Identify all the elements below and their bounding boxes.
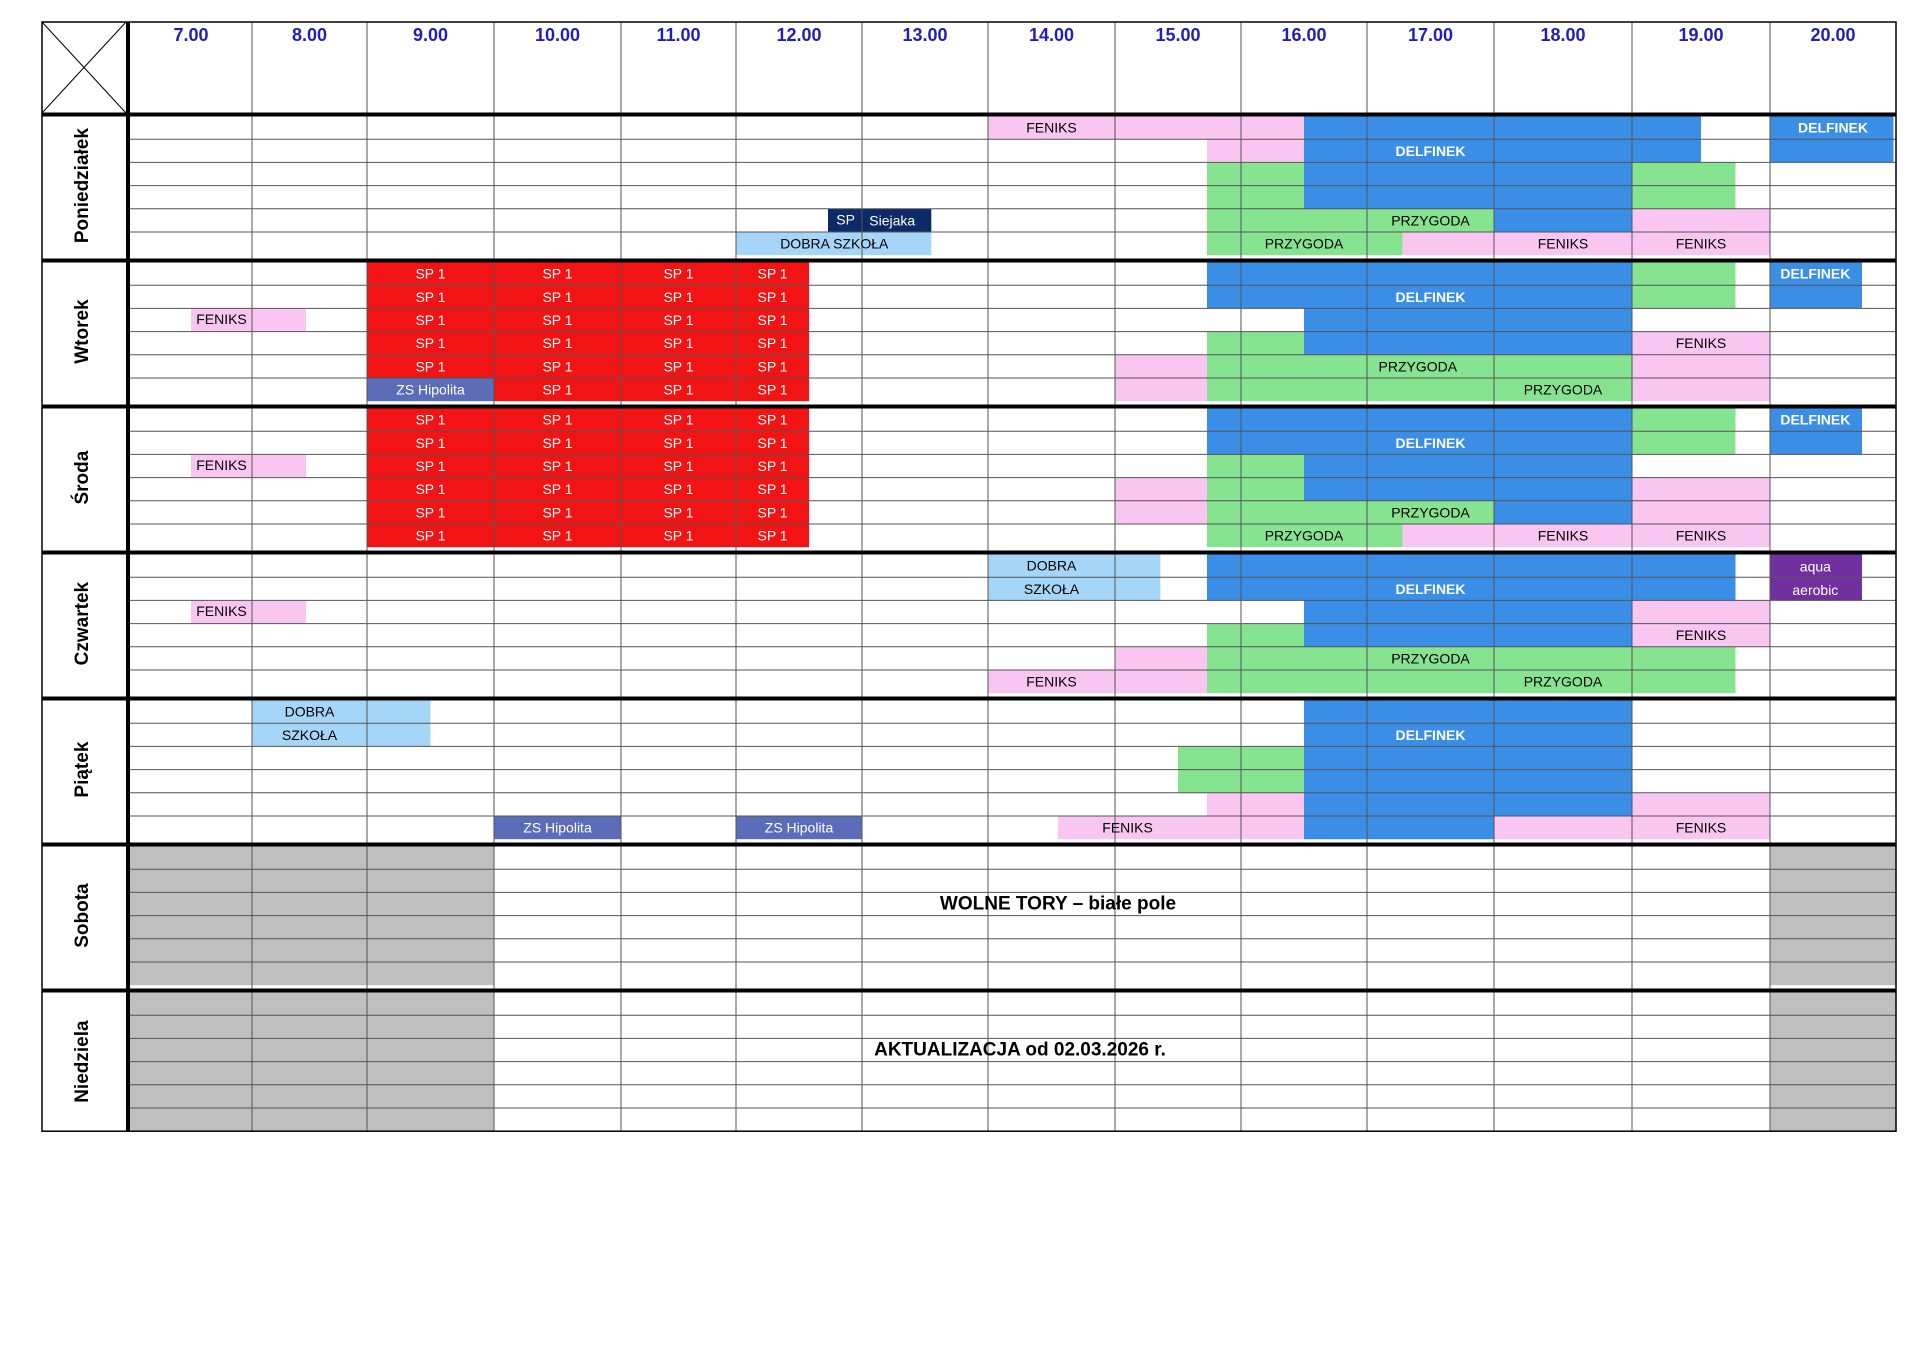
przygoda-label: PRZYGODA: [1523, 381, 1603, 398]
przygoda-block: [1207, 454, 1304, 477]
delfinek-block: [1494, 209, 1632, 232]
delfinek-block: [1304, 454, 1632, 477]
sp-small-label: SP: [836, 211, 855, 228]
sp1-label: SP 1: [663, 481, 694, 498]
przygoda-block: [1207, 186, 1304, 209]
sp1-label: SP 1: [415, 312, 446, 328]
sp1-label: SP 1: [415, 527, 446, 544]
feniks-label: FENIKS: [1026, 673, 1077, 690]
feniks-block: [1632, 355, 1770, 378]
time-header-label: 16.00: [1281, 25, 1327, 45]
sp1-label: SP 1: [415, 458, 446, 474]
przygoda-label: PRZYGODA: [1391, 504, 1470, 521]
delfinek-block: [1494, 501, 1632, 524]
przygoda-block: [1632, 186, 1736, 209]
przygoda-label: PRZYGODA: [1264, 527, 1344, 544]
delfinek-block: [1304, 746, 1632, 769]
sp1-label: SP 1: [757, 358, 788, 375]
sp1-label: SP 1: [415, 481, 446, 498]
feniks-label: FENIKS: [1675, 235, 1727, 252]
feniks-block: [1632, 600, 1770, 623]
przygoda-label: PRZYGODA: [1391, 212, 1470, 229]
feniks-block: [1115, 378, 1207, 401]
delfinek-label: DELFINEK: [1395, 288, 1466, 305]
delfinek-block: [1207, 408, 1632, 431]
feniks-label: FENIKS: [196, 602, 247, 619]
przygoda-block: [1207, 478, 1304, 501]
delfinek-block: [1304, 332, 1632, 355]
sp1-label: SP 1: [663, 504, 694, 521]
przygoda-block: [1632, 408, 1736, 431]
przygoda-label: PRZYGODA: [1378, 358, 1458, 375]
delfinek-block: [1304, 700, 1632, 723]
delfinek-block: [1207, 262, 1632, 285]
time-header-label: 14.00: [1028, 25, 1075, 45]
delfinek-label: DELFINEK: [1798, 119, 1868, 136]
delfinek-block: [1207, 577, 1736, 600]
sp1-label: SP 1: [663, 312, 694, 328]
feniks-block: [1207, 139, 1304, 162]
feniks-label: FENIKS: [196, 456, 247, 473]
time-header: [173, 25, 1855, 45]
dobra-label: DOBRA: [1026, 557, 1077, 574]
feniks-block: [1115, 647, 1207, 670]
sp1-label: SP 1: [542, 381, 573, 398]
time-header-label: 12.00: [776, 25, 822, 45]
sp1-label: SP 1: [757, 335, 788, 352]
przygoda-label: PRZYGODA: [1391, 650, 1470, 667]
feniks-block: [1115, 478, 1207, 501]
siejaka-label: Siejaka: [869, 212, 916, 229]
delfinek-block: [1770, 431, 1862, 454]
sp1-label: SP 1: [663, 527, 694, 544]
delfinek-block: [1304, 793, 1632, 816]
feniks-block: [1115, 501, 1207, 524]
feniks-label: FENIKS: [1675, 819, 1727, 836]
sp1-label: SP 1: [757, 434, 788, 451]
delfinek-block: [1304, 723, 1632, 746]
sp1-label: SP 1: [415, 504, 446, 521]
przygoda-block: [1207, 647, 1736, 670]
sp1-label: SP 1: [542, 434, 573, 451]
sp1-label: SP 1: [542, 527, 573, 544]
sp1-label: SP 1: [415, 335, 446, 352]
sp1-label: SP 1: [757, 288, 788, 305]
przygoda-block: [1632, 162, 1736, 185]
sp1-label: SP 1: [542, 265, 573, 282]
aqua-label: aqua: [1799, 558, 1831, 575]
szkola-label: SZKOŁA: [1023, 580, 1080, 597]
sp1-label: SP 1: [663, 288, 694, 305]
przygoda-block: [1632, 285, 1736, 308]
feniks-label: FENIKS: [196, 310, 247, 327]
delfinek-block: [1207, 554, 1736, 577]
aerobic-label: aerobic: [1792, 581, 1839, 598]
sp1-label: SP 1: [757, 504, 788, 521]
sp1-label: SP 1: [757, 527, 788, 544]
przygoda-block: [1207, 624, 1304, 647]
day-label: Wtorek: [72, 299, 94, 364]
delfinek-block: [1304, 116, 1701, 139]
przygoda-block: [1207, 670, 1736, 693]
sp1-label: SP 1: [542, 411, 573, 428]
sp1-label: SP 1: [663, 381, 694, 398]
sp1-label: SP 1: [542, 358, 573, 375]
day-label: Niedziela: [72, 1020, 94, 1103]
feniks-block: [1115, 355, 1207, 378]
delfinek-block: [1304, 308, 1632, 331]
sp1-label: SP 1: [542, 335, 573, 352]
feniks-block: [1632, 209, 1770, 232]
sp1-label: SP 1: [542, 481, 573, 498]
time-header-label: 18.00: [1540, 25, 1586, 45]
przygoda-block: [1207, 332, 1304, 355]
day-label: Sobota: [72, 883, 94, 948]
sp1-label: SP 1: [542, 458, 573, 474]
sp1-label: SP 1: [757, 411, 788, 428]
sp1-label: SP 1: [415, 288, 446, 305]
feniks-label: FENIKS: [1026, 119, 1077, 136]
zs-hipolita-label: ZS Hipolita: [764, 819, 834, 836]
day-label: Poniedziałek: [72, 128, 94, 244]
time-header-label: 19.00: [1678, 25, 1724, 45]
saturday-note: WOLNE TORY – białe pole: [939, 893, 1177, 915]
delfinek-label: DELFINEK: [1395, 142, 1466, 159]
feniks-label: FENIKS: [1675, 527, 1727, 544]
sp1-label: SP 1: [663, 434, 694, 451]
sp1-label: SP 1: [663, 458, 694, 474]
delfinek-label: DELFINEK: [1780, 265, 1851, 282]
sp1-label: SP 1: [542, 312, 573, 328]
delfinek-label: DELFINEK: [1780, 411, 1851, 428]
sp1-label: SP 1: [663, 411, 694, 428]
delfinek-block: [1304, 478, 1632, 501]
dobra-label: DOBRA: [284, 703, 335, 720]
delfinek-block: [1770, 285, 1862, 308]
przygoda-block: [1632, 262, 1736, 285]
delfinek-label: DELFINEK: [1395, 726, 1466, 743]
przygoda-block: [1632, 431, 1736, 454]
time-header-label: 13.00: [902, 25, 948, 45]
sp1-label: SP 1: [757, 312, 788, 328]
feniks-label: FENIKS: [1537, 527, 1589, 544]
sp1-label: SP 1: [542, 288, 573, 305]
time-header-label: 20.00: [1810, 25, 1856, 45]
dobra-szkola-label: DOBRA SZKOŁA: [780, 235, 889, 252]
feniks-block: [1058, 816, 1304, 839]
time-header-label: 11.00: [656, 25, 701, 45]
feniks-label: FENIKS: [1537, 235, 1589, 252]
delfinek-block: [1304, 162, 1632, 185]
delfinek-block: [1304, 186, 1632, 209]
time-header-label: 7.00: [173, 25, 209, 45]
sp1-label: SP 1: [663, 265, 694, 282]
sp1-label: SP 1: [542, 504, 573, 521]
time-header-label: 10.00: [534, 25, 581, 45]
sp1-label: SP 1: [415, 411, 446, 428]
delfinek-block: [1304, 624, 1632, 647]
sp1-label: SP 1: [415, 265, 446, 282]
zs-hipolita-label: ZS Hipolita: [396, 381, 465, 398]
sp1-label: SP 1: [663, 335, 694, 352]
przygoda-label: PRZYGODA: [1523, 673, 1603, 690]
sp1-label: SP 1: [757, 481, 788, 498]
feniks-label: FENIKS: [1675, 627, 1727, 644]
delfinek-block: [1304, 139, 1701, 162]
delfinek-label: DELFINEK: [1395, 434, 1466, 451]
przygoda-block: [1207, 162, 1304, 185]
delfinek-block: [1770, 139, 1893, 162]
feniks-block: [1632, 793, 1770, 816]
sp1-label: SP 1: [415, 358, 446, 375]
feniks-label: FENIKS: [1675, 335, 1727, 352]
sp1-label: SP 1: [757, 458, 788, 474]
feniks-block: [1632, 501, 1770, 524]
feniks-block: [988, 670, 1207, 693]
time-header-label: 8.00: [291, 25, 328, 45]
day-label: Czwartek: [72, 581, 94, 666]
dobra-szkola-block: [252, 700, 431, 723]
feniks-block: [1632, 478, 1770, 501]
time-header-label: 17.00: [1407, 25, 1454, 45]
delfinek-block: [1304, 770, 1632, 793]
day-label: Środa: [72, 450, 94, 505]
sp1-label: SP 1: [415, 434, 446, 451]
przygoda-label: PRZYGODA: [1264, 235, 1344, 252]
feniks-block: [1207, 793, 1304, 816]
delfinek-block: [1304, 600, 1632, 623]
dobra-szkola-block: [252, 723, 431, 746]
feniks-block: [1632, 378, 1770, 401]
sp1-label: SP 1: [757, 381, 788, 398]
sp1-label: SP 1: [757, 265, 788, 282]
sp1-label: SP 1: [663, 358, 694, 375]
szkola-label: SZKOŁA: [281, 726, 338, 743]
sunday-note: AKTUALIZACJA od 02.03.2026 r.: [874, 1039, 1166, 1061]
delfinek-block: [1304, 816, 1494, 839]
time-header-label: 15.00: [1155, 25, 1201, 45]
feniks-label: FENIKS: [1102, 819, 1153, 836]
zs-hipolita-label: ZS Hipolita: [523, 819, 592, 836]
time-header-label: 9.00: [412, 25, 449, 45]
delfinek-label: DELFINEK: [1395, 580, 1466, 597]
day-labels: [71, 128, 93, 1103]
day-label: Piątek: [72, 741, 94, 798]
